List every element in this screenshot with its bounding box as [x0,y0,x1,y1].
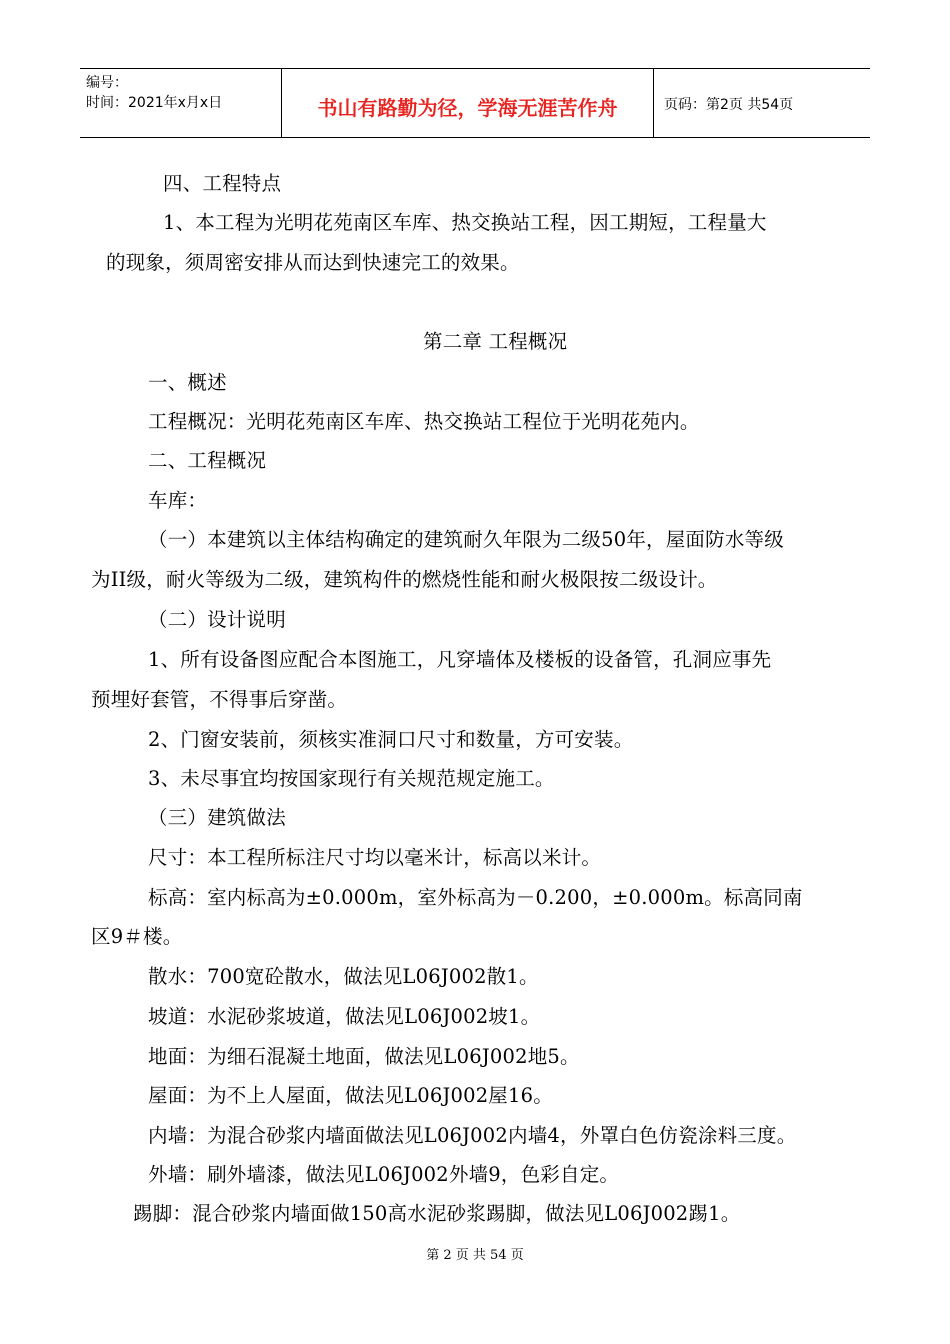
paragraph-line: 踢脚：混合砂浆内墙面做150高水泥砂浆踢脚，做法见L06J002踢1。 [133,1202,741,1225]
paragraph-line: 的现象，须周密安排从而达到快速完工的效果。 [106,251,520,274]
paragraph-line: 工程概况：光明花苑南区车库、热交换站工程位于光明花苑内。 [148,410,700,433]
section-heading: （二）设计说明 [148,608,286,631]
header-page-info: 页码：第2页 共54页 [664,97,794,113]
header-motto: 书山有路勤为径，学海无涯苦作舟 [282,69,654,137]
chapter-title: 第二章 工程概况 [423,330,568,353]
section-heading: （三）建筑做法 [148,806,286,829]
doc-code: 编号： [86,75,128,91]
paragraph-line: 3、未尽事宜均按国家现行有关规范规定施工。 [148,767,555,790]
paragraph-line: 坡道：水泥砂浆坡道，做法见L06J002坡1。 [148,1005,541,1028]
paragraph-line: 预埋好套管，不得事后穿凿。 [91,688,348,711]
paragraph-line: 区9＃楼。 [91,925,183,948]
paragraph-line: 地面：为细石混凝土地面，做法见L06J002地5。 [148,1045,580,1068]
paragraph-line: 2、门窗安装前，须核实准洞口尺寸和数量，方可安装。 [148,728,634,751]
paragraph-line: 内墙：为混合砂浆内墙面做法见L06J002内墙4，外罩白色仿瓷涂料三度。 [148,1124,797,1147]
header-meta [80,69,282,137]
paragraph-line: 车库： [148,489,208,512]
paragraph-line: 屋面：为不上人屋面，做法见L06J002屋16。 [148,1084,553,1107]
paragraph-line: 尺寸：本工程所标注尺寸均以毫米计，标高以米计。 [148,846,602,869]
section-heading: 四、工程特点 [163,172,282,195]
paragraph-line: 为II级，耐火等级为二级，建筑构件的燃烧性能和耐火极限按二级设计。 [91,568,718,591]
paragraph-line: （一）本建筑以主体结构确定的建筑耐久年限为二级50年，屋面防水等级 [148,528,784,551]
paragraph-line: 1、本工程为光明花苑南区车库、热交换站工程，因工期短，工程量大 [163,211,767,234]
page-header [80,68,870,138]
paragraph-line: 标高：室内标高为±0.000m，室外标高为－0.200，±0.000m。标高同南 [148,886,803,909]
paragraph-line: 散水：700宽砼散水，做法见L06J002散1。 [148,965,539,988]
section-heading: 二、工程概况 [148,449,267,472]
paragraph-line: 外墙：刷外墙漆，做法见L06J002外墙9，色彩自定。 [148,1163,620,1186]
page-footer: 第 2 页 共 54 页 [426,1248,524,1263]
section-heading: 一、概述 [148,371,227,394]
doc-time: 时间：2021年x月x日 [86,95,223,111]
paragraph-line: 1、所有设备图应配合本图施工，凡穿墙体及楼板的设备管，孔洞应事先 [148,648,772,671]
